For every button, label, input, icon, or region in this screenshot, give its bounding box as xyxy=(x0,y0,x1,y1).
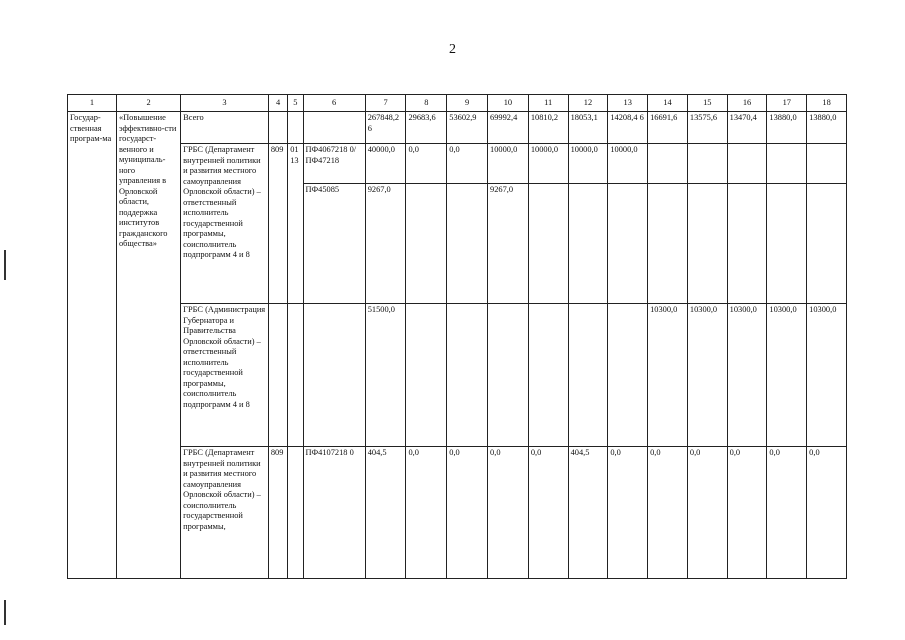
table-cell xyxy=(288,112,303,144)
program-status-cell: Государ-ственная програм-ма xyxy=(68,112,117,579)
table-cell: 0,0 xyxy=(608,447,648,579)
table-cell: 404,5 xyxy=(568,447,608,579)
table-cell: 9267,0 xyxy=(365,184,406,304)
column-header: 15 xyxy=(687,95,727,112)
table-cell: 10810,2 xyxy=(528,112,568,144)
table-cell: 10300,0 xyxy=(767,304,807,447)
table-cell xyxy=(268,112,287,144)
table-cell: 809 xyxy=(268,447,287,579)
program-name-cell: «Повышение эффективно-сти государст-венного и муниципаль-ного управления в Орловской области, поддержка институтов гражданского общества» xyxy=(116,112,180,579)
table-cell: 0,0 xyxy=(447,447,488,579)
table-cell xyxy=(727,184,767,304)
column-header: 18 xyxy=(807,95,847,112)
table-cell xyxy=(767,144,807,184)
table-cell: 0,0 xyxy=(767,447,807,579)
row-label: ГРБС (Администрация Губернатора и Правительства Орловской области) – ответственный исполнитель государственной программы, соисполнитель подпрограмм 4 и 8 xyxy=(181,304,269,447)
column-header: 13 xyxy=(608,95,648,112)
table-cell: 18053,1 xyxy=(568,112,608,144)
table-cell: 51500,0 xyxy=(365,304,406,447)
table-cell: 267848,2 6 xyxy=(365,112,406,144)
table-cell: 0,0 xyxy=(648,447,688,579)
table-cell xyxy=(303,304,365,447)
table-cell: ПФ4107218 0 xyxy=(303,447,365,579)
table-cell: 69992,4 xyxy=(488,112,529,144)
column-header: 2 xyxy=(116,95,180,112)
table-cell xyxy=(488,304,529,447)
table-row-grbs1-a xyxy=(68,144,847,184)
column-header: 17 xyxy=(767,95,807,112)
table-row-grbs2 xyxy=(68,304,847,447)
table-cell: ПФ45085 xyxy=(303,184,365,304)
table-cell: 0,0 xyxy=(807,447,847,579)
column-header: 4 xyxy=(268,95,287,112)
table-cell: 10000,0 xyxy=(528,144,568,184)
table-cell xyxy=(406,304,447,447)
table-cell xyxy=(268,304,287,447)
budget-table xyxy=(67,94,847,579)
table-cell xyxy=(608,184,648,304)
table-cell xyxy=(727,144,767,184)
table-cell: 13470,4 xyxy=(727,112,767,144)
table-cell: 0,0 xyxy=(687,447,727,579)
table-cell: 40000,0 xyxy=(365,144,406,184)
table-cell: 10000,0 xyxy=(488,144,529,184)
column-header: 6 xyxy=(303,95,365,112)
row-label: Всего xyxy=(181,112,269,144)
table-cell: 13880,0 xyxy=(767,112,807,144)
table-cell: 01 13 xyxy=(288,144,303,304)
table-cell: ПФ4067218 0/ ПФ47218 xyxy=(303,144,365,184)
table-cell: 53602,9 xyxy=(447,112,488,144)
table-cell: 14208,4 6 xyxy=(608,112,648,144)
column-header: 12 xyxy=(568,95,608,112)
table-cell xyxy=(447,184,488,304)
column-header: 5 xyxy=(288,95,303,112)
column-number-row xyxy=(68,95,847,112)
table-cell: 10300,0 xyxy=(807,304,847,447)
table-cell xyxy=(568,184,608,304)
table-cell xyxy=(608,304,648,447)
column-header: 10 xyxy=(488,95,529,112)
table-cell xyxy=(648,184,688,304)
table-cell xyxy=(687,144,727,184)
table-cell: 9267,0 xyxy=(488,184,529,304)
table-cell: 0,0 xyxy=(727,447,767,579)
column-header: 16 xyxy=(727,95,767,112)
table-cell xyxy=(568,304,608,447)
table-cell: 13575,6 xyxy=(687,112,727,144)
column-header: 3 xyxy=(181,95,269,112)
table-cell: 29683,6 xyxy=(406,112,447,144)
table-cell xyxy=(447,304,488,447)
row-label: ГРБС (Департамент внутренней политики и развития местного самоуправления Орловской области) – соисполнитель государственной программы, xyxy=(181,447,269,579)
column-header: 11 xyxy=(528,95,568,112)
table-cell xyxy=(807,184,847,304)
table-row-total xyxy=(68,112,847,144)
column-header: 1 xyxy=(68,95,117,112)
table-cell xyxy=(288,447,303,579)
table-cell: 10300,0 xyxy=(687,304,727,447)
row-label: ГРБС (Департамент внутренней политики и развития местного самоуправления Орловской области) – ответственный исполнитель государственной программы, соисполнитель подпрограмм 4 и 8 xyxy=(181,144,269,304)
table-cell: 0,0 xyxy=(447,144,488,184)
table-cell xyxy=(303,112,365,144)
table-cell: 16691,6 xyxy=(648,112,688,144)
table-cell: 10000,0 xyxy=(608,144,648,184)
column-header: 14 xyxy=(648,95,688,112)
column-header: 8 xyxy=(406,95,447,112)
table-cell: 809 xyxy=(268,144,287,304)
table-cell: 0,0 xyxy=(406,447,447,579)
table-cell xyxy=(528,304,568,447)
scan-edge-mark xyxy=(4,250,6,280)
table-cell: 10000,0 xyxy=(568,144,608,184)
table-cell xyxy=(648,144,688,184)
table-cell: 10300,0 xyxy=(727,304,767,447)
table-cell: 404,5 xyxy=(365,447,406,579)
scan-edge-mark xyxy=(4,600,6,625)
table-cell xyxy=(406,184,447,304)
table-cell xyxy=(528,184,568,304)
table-cell: 10300,0 xyxy=(648,304,688,447)
table-cell: 0,0 xyxy=(406,144,447,184)
column-header: 7 xyxy=(365,95,406,112)
table-cell xyxy=(288,304,303,447)
table-row-grbs3 xyxy=(68,447,847,579)
table-cell xyxy=(687,184,727,304)
table-cell: 13880,0 xyxy=(807,112,847,144)
page-number: 2 xyxy=(449,42,456,57)
table-cell: 0,0 xyxy=(488,447,529,579)
column-header: 9 xyxy=(447,95,488,112)
table-cell xyxy=(807,144,847,184)
table-cell: 0,0 xyxy=(528,447,568,579)
table-cell xyxy=(767,184,807,304)
